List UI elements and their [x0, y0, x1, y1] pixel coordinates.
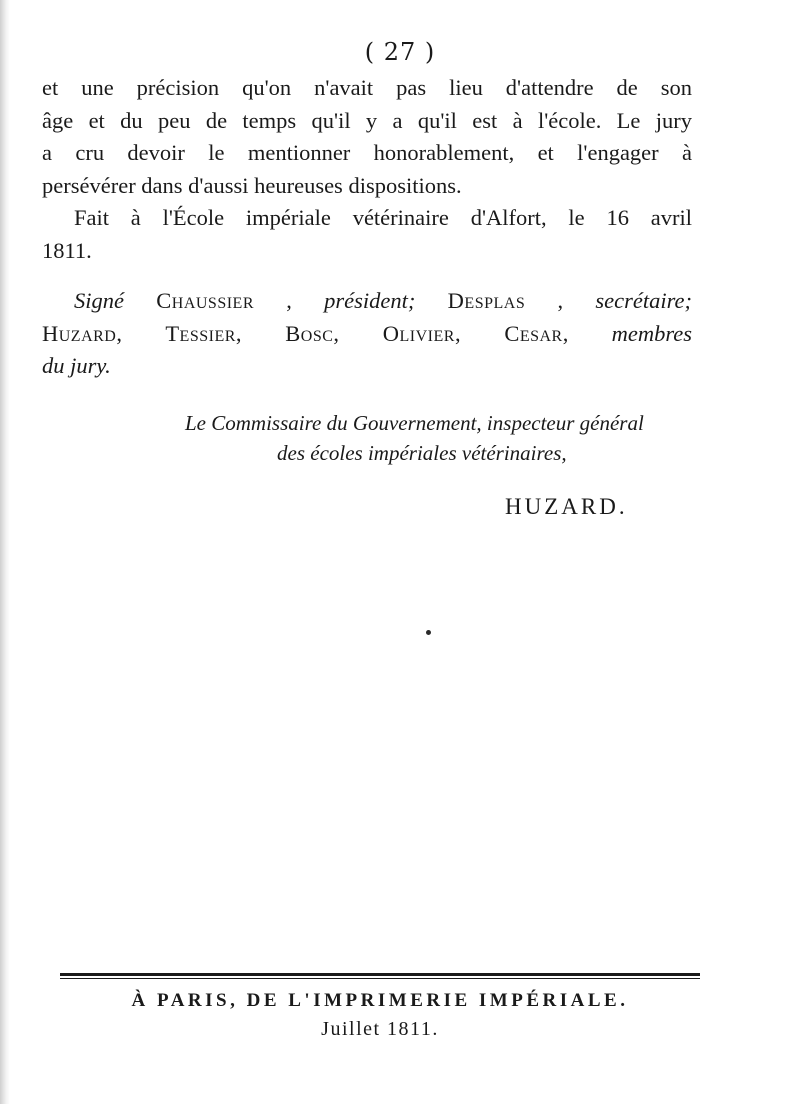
imprint-date: Juillet 1811.: [321, 1018, 439, 1040]
ink-speck: [426, 630, 431, 635]
date-line: Fait à l'École impériale vétérinaire d'Alfort, le 16 avril: [74, 205, 692, 230]
commissaire-line-1: Le Commissaire du Gouvernement, inspecteur général: [185, 411, 644, 435]
paragraph-line: persévérer dans d'aussi heureuses dispositions.: [42, 172, 462, 198]
role-du-jury: du jury.: [42, 353, 111, 378]
body-text: [42, 72, 692, 383]
divider-rule-thin: [60, 978, 700, 979]
signe-label: Signé: [74, 288, 124, 313]
imprint-line: À PARIS, DE L'IMPRIMERIE IMPÉRIALE.: [131, 990, 629, 1011]
date-line-year: 1811.: [42, 237, 92, 263]
names-members: Huzard, Tessier, Bosc, Olivier, Cesar,: [42, 320, 569, 346]
role-secretaire: secrétaire;: [595, 288, 692, 313]
commissaire-line-2: des écoles impériales vétérinaires,: [277, 441, 567, 465]
signatures-line-2: [42, 318, 692, 351]
name-desplas: Desplas: [447, 288, 526, 313]
paragraph-line: et une précision qu'on n'avait pas lieu d'attendre de son: [42, 75, 692, 100]
commissaire-block: [185, 408, 695, 468]
page-edge-shadow: [0, 0, 10, 1104]
divider-rule: [60, 973, 700, 976]
signature-huzard: HUZARD.: [505, 494, 628, 519]
page-number: ( 27 ): [364, 38, 436, 66]
role-membres: membres: [611, 320, 692, 346]
role-president: président;: [324, 288, 416, 313]
signatures-line-1: Signé Chaussier , président; Desplas , secrétaire;: [74, 288, 692, 313]
name-chaussier: Chaussier: [156, 288, 255, 313]
paragraph-line: âge et du peu de temps qu'il y a qu'il est à l'école. Le jury: [42, 107, 692, 133]
paragraph-line: a cru devoir le mentionner honorablement, et l'engager à: [42, 140, 692, 165]
